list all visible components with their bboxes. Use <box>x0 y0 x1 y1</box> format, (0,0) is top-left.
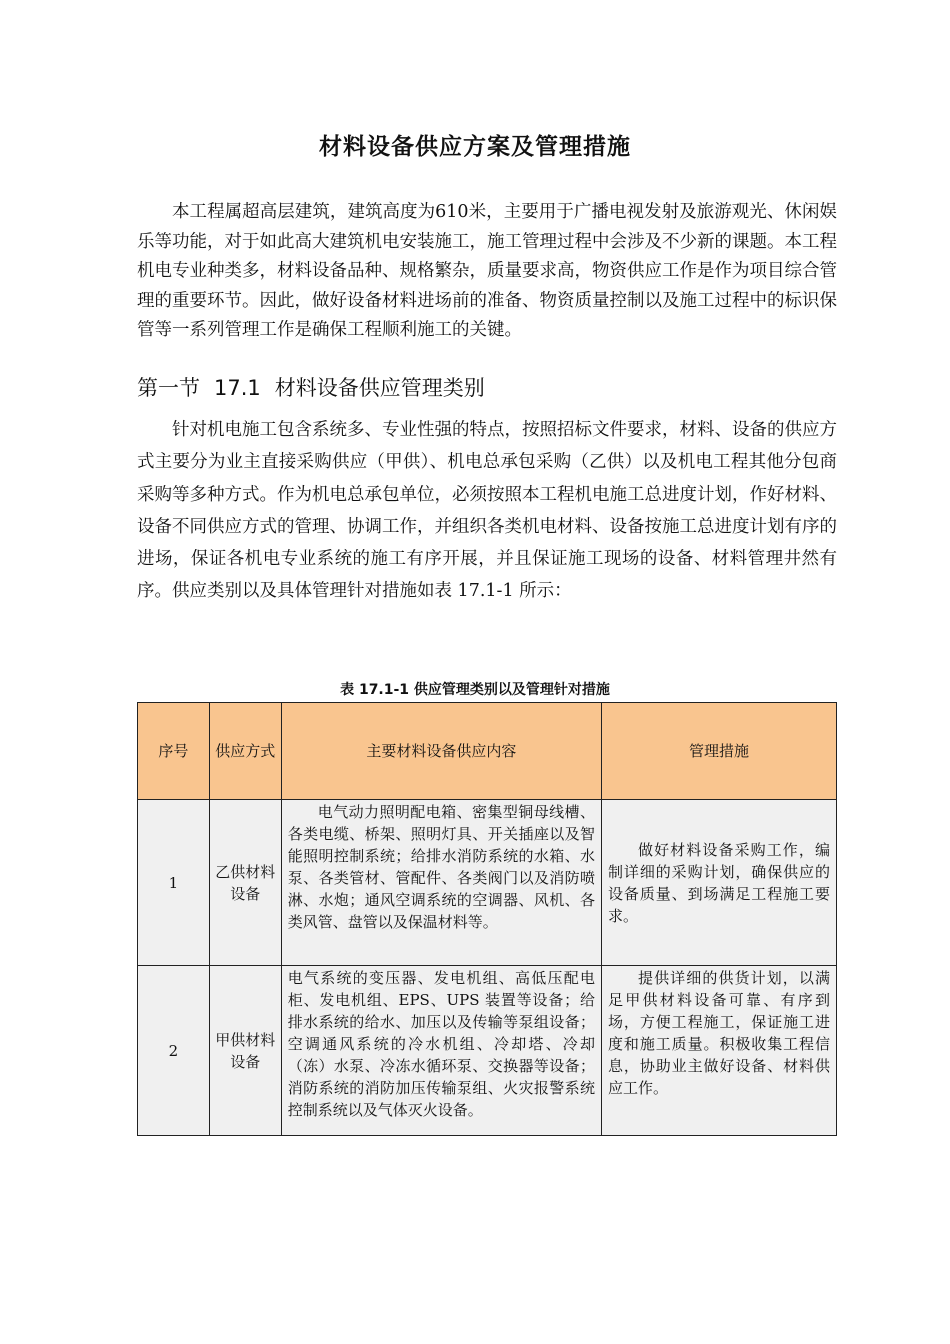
row-measure-text: 提供详细的供货计划，以满足甲供材料设备可靠、有序到场，方便工程施工，保证施工进度和施工质量。积极收集工程信息，协助业主做好设备、材料供应工作。 <box>607 969 830 1097</box>
row-measure <box>601 966 836 1136</box>
row-no: 1 <box>138 800 210 966</box>
header-measure: 管理措施 <box>601 703 836 800</box>
supply-table <box>137 702 837 1136</box>
row-type: 乙供材料设备 <box>209 800 281 966</box>
section-prefix: 第一节 <box>137 376 200 400</box>
row-measure-text: 做好材料设备采购工作，编制详细的采购计划，确保供应的设备质量、到场满足工程施工要求。 <box>607 840 830 925</box>
section-paragraph: 针对机电施工包含系统多、专业性强的特点，按照招标文件要求，材料、设备的供应方式主要分为业主直接采购供应（甲供）、机电总承包采购（乙供）以及机电工程其他分包商采购等多种方式。作为机电总承包单位，必须按照本工程机电施工总进度计划，作好材料、设备不同供应方式的管理、协调工作，并组织各类机电材料、设备按施工总进度计划有序的进场，保证各机电专业系统的施工有序开展，并且保证施工现场的设备、材料管理井然有序。供应类别以及具体管理针对措施如表 17.1-1 所示： <box>137 420 837 602</box>
table-row <box>138 800 837 966</box>
row-no: 2 <box>138 966 210 1136</box>
section-heading <box>137 372 499 402</box>
header-content: 主要材料设备供应内容 <box>281 703 601 800</box>
section-name: 材料设备供应管理类别 <box>274 376 485 400</box>
row-type: 甲供材料设备 <box>209 966 281 1136</box>
header-no: 序号 <box>138 703 210 800</box>
header-type: 供应方式 <box>209 703 281 800</box>
table-row <box>138 966 837 1136</box>
row-content <box>281 800 601 966</box>
row-content-text: 电气系统的变压器、发电机组、高低压配电柜、发电机组、EPS、UPS 装置等设备；给排水系统的给水、加压以及传输等泵组设备；空调通风系统的冷水机组、冷却塔、冷却（冻）水泵、冷冻水循环泵、交换器等设备；消防系统的消防加压传输泵组、火灾报警系统控制系统以及气体灭火设备。 <box>287 969 595 1119</box>
table-header-row <box>138 703 837 800</box>
row-measure <box>601 800 836 966</box>
table-caption: 表 17.1-1 供应管理类别以及管理针对措施 <box>340 682 610 698</box>
section-number: 17.1 <box>214 376 261 400</box>
intro-paragraph: 本工程属超高层建筑，建筑高度为610米，主要用于广播电视发射及旅游观光、休闲娱乐等功能，对于如此高大建筑机电安装施工，施工管理过程中会涉及不少新的课题。本工程机电专业种类多，材料设备品种、规格繁杂，质量要求高，物资供应工作是作为项目综合管理的重要环节。因此，做好设备材料进场前的准备、物资质量控制以及施工过程中的标识保管等一系列管理工作是确保工程顺利施工的关键。 <box>137 202 837 340</box>
row-content <box>281 966 601 1136</box>
row-content-text: 电气动力照明配电箱、密集型铜母线槽、各类电缆、桥架、照明灯具、开关插座以及智能照明控制系统；给排水消防系统的水箱、水泵、各类管材、管配件、各类阀门以及消防喷淋、水炮；通风空调系统的空调器、风机、各类风管、盘管以及保温材料等。 <box>287 803 595 931</box>
page-title: 材料设备供应方案及管理措施 <box>319 134 631 160</box>
